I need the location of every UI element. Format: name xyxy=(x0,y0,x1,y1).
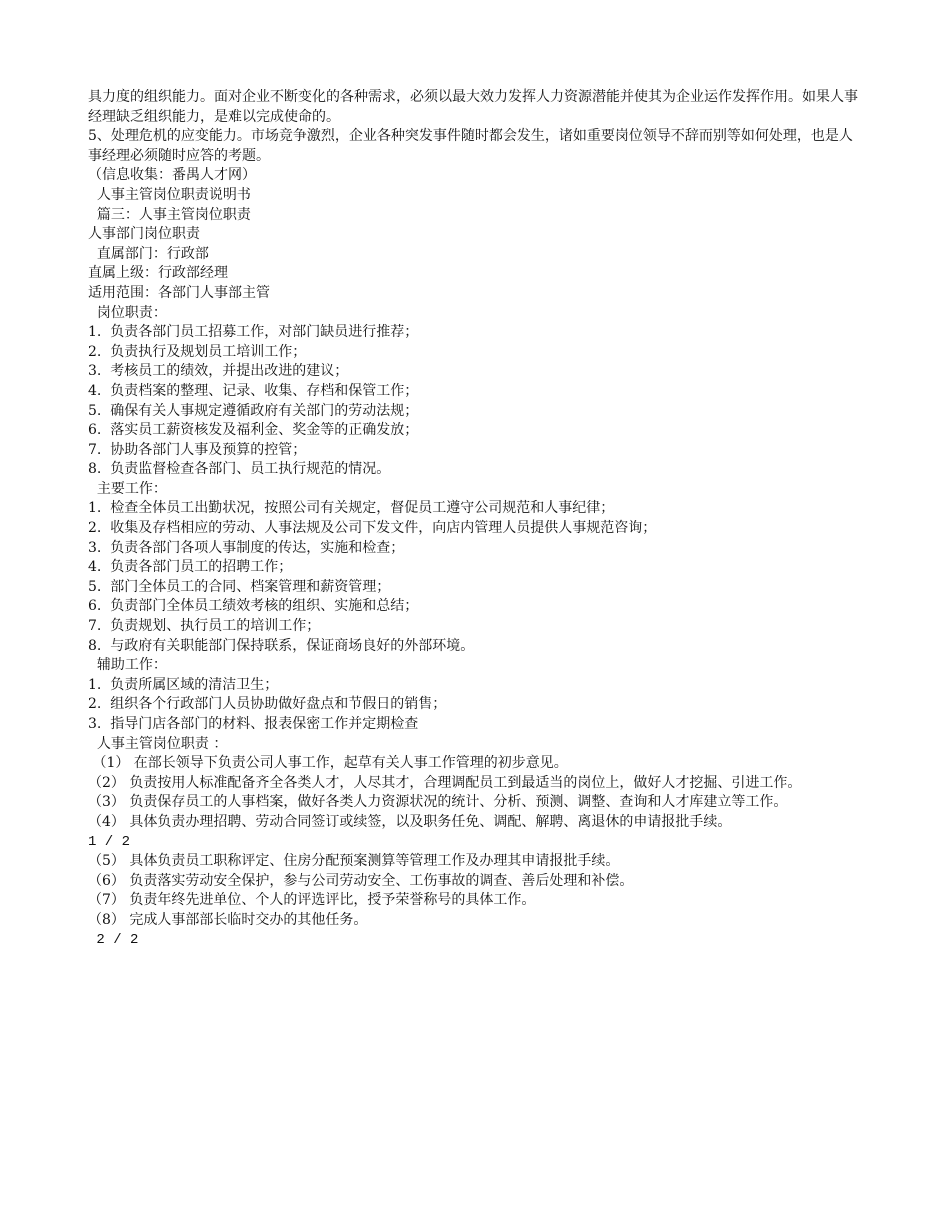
text-line: 2. 组织各个行政部门人员协助做好盘点和节假日的销售； xyxy=(88,696,447,713)
text-line: 篇三：人事主管岗位职责 xyxy=(88,206,251,223)
text-line: 辅助工作： xyxy=(88,657,167,674)
text-line: 1. 负责所属区域的清洁卫生； xyxy=(88,676,279,693)
text-line: 5. 部门全体员工的合同、档案管理和薪资管理； xyxy=(88,578,391,595)
text-line: 2. 负责执行及规划员工培训工作； xyxy=(88,343,307,360)
text-line: 6. 负责部门全体员工绩效考核的组织、实施和总结； xyxy=(88,598,419,615)
text-line: 4. 负责各部门员工的招聘工作； xyxy=(88,559,293,576)
text-line: 主要工作： xyxy=(88,480,167,497)
text-line: 适用范围：各部门人事部主管 xyxy=(88,284,270,301)
text-line: 1 / 2 xyxy=(88,833,131,850)
text-line: 6. 落实员工薪资核发及福利金、奖金等的正确发放； xyxy=(88,422,419,439)
text-line: 直属部门：行政部 xyxy=(88,245,209,262)
text-line: 8. 与政府有关职能部门保持联系，保证商场良好的外部环境。 xyxy=(88,637,475,654)
text-line: 2 / 2 xyxy=(88,931,139,948)
text-line: 8. 负责监督检查各部门、员工执行规范的情况。 xyxy=(88,461,391,478)
text-line: （1） 在部长领导下负责公司人事工作，起草有关人事工作管理的初步意见。 xyxy=(88,755,568,772)
text-line: 4. 负责档案的整理、记录、收集、存档和保管工作； xyxy=(88,382,419,399)
text-line: 人事部门岗位职责 xyxy=(88,226,200,243)
text-line: 3. 考核员工的绩效，并提出改进的建议； xyxy=(88,363,349,380)
text-line: （4） 具体负责办理招聘、劳动合同签订或续签，以及职务任免、调配、解聘、离退休的申请报批手续。 xyxy=(88,813,732,830)
text-line: （6） 负责落实劳动安全保护，参与公司劳动安全、工伤事故的调查、善后处理和补偿。 xyxy=(88,872,634,889)
text-line: 2. 收集及存档相应的劳动、人事法规及公司下发文件，向店内管理人员提供人事规范咨询； xyxy=(88,520,657,537)
text-line: 岗位职责： xyxy=(88,304,167,321)
text-line: 具力度的组织能力。面对企业不断变化的各种需求，必须以最大效力发挥人力资源潜能并使其为企业运作发挥作用。如果人事经理缺乏组织能力，是难以完成使命的。 xyxy=(88,89,858,125)
text-line: （2） 负责按用人标准配备齐全各类人才，人尽其才，合理调配员工到最适当的岗位上，做好人才挖掘、引进工作。 xyxy=(88,774,802,791)
text-line: 5. 确保有关人事规定遵循政府有关部门的劳动法规； xyxy=(88,402,419,419)
text-line: 3. 指导门店各部门的材料、报表保密工作并定期检查 xyxy=(88,716,419,732)
text-line: 直属上级：行政部经理 xyxy=(88,265,228,282)
text-line: 3. 负责各部门各项人事制度的传达，实施和检查； xyxy=(88,539,405,556)
text-line: （5） 具体负责员工职称评定、住房分配预案测算等管理工作及办理其申请报批手续。 xyxy=(88,853,620,870)
text-line: （信息收集：番禺人才网） xyxy=(88,167,256,184)
text-line: （8） 完成人事部部长临时交办的其他任务。 xyxy=(88,911,368,928)
text-line: 7. 协助各部门人事及预算的控管； xyxy=(88,441,307,458)
text-line: 7. 负责规划、执行员工的培训工作； xyxy=(88,618,321,635)
text-line: 1. 检查全体员工出勤状况，按照公司有关规定，督促员工遵守公司规范和人事纪律； xyxy=(88,500,615,517)
text-line: 人事主管岗位职责 ： xyxy=(88,735,228,752)
text-line: 5、处理危机的应变能力。市场竞争激烈，企业各种突发事件随时都会发生，诸如重要岗位领导不辞而别等如何处理，也是人事经理必须随时应答的考题。 xyxy=(88,128,853,164)
text-line: 1. 负责各部门员工招募工作，对部门缺员进行推荐； xyxy=(88,324,419,341)
text-line: 人事主管岗位职责说明书 xyxy=(88,186,251,203)
document-body xyxy=(88,88,863,950)
text-line: （3） 负责保存员工的人事档案，做好各类人力资源状况的统计、分析、预测、调整、查询和人才库建立等工作。 xyxy=(88,794,788,811)
text-line: （7） 负责年终先进单位、个人的评选评比，授予荣誉称号的具体工作。 xyxy=(88,892,536,909)
